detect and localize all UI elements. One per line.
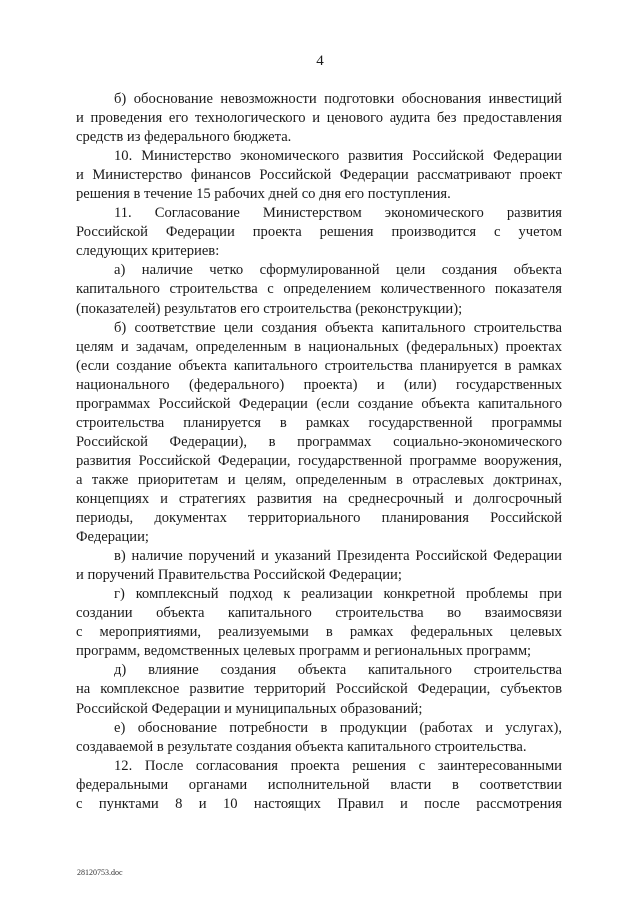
text-line: е) обоснование потребности в продукции (работах и услугах), — [114, 719, 562, 736]
paragraph — [76, 90, 562, 147]
text-line: федеральными органами исполнительной власти в соответствии — [76, 776, 562, 793]
paragraph — [76, 204, 562, 261]
text-line: Федерации; — [76, 529, 149, 546]
text-line: г) комплексный подход к реализации конкретной проблемы при — [114, 586, 562, 603]
text-line: с пунктами 8 и 10 настоящих Правил и после рассмотрения — [76, 795, 562, 812]
text-line: периоды, документах территориального планирования Российской — [76, 510, 562, 527]
text-line: и Министерство финансов Российской Федерации рассматривают проект — [76, 167, 562, 184]
text-line: (если создание объекта капитального строительства планируется в рамках — [76, 357, 562, 374]
text-line: а) наличие четко сформулированной цели создания объекта — [114, 262, 562, 279]
paragraph — [76, 661, 562, 718]
paragraph — [76, 757, 562, 814]
text-line: средств из федерального бюджета. — [76, 129, 292, 146]
text-line: национального (федерального) проекта) и (или) государственных — [76, 376, 562, 393]
text-line: Российской Федерации и муниципальных образований; — [76, 700, 423, 717]
text-line: д) влияние создания объекта капитального строительства — [114, 662, 562, 679]
text-line: б) соответствие цели создания объекта капитального строительства — [114, 319, 562, 336]
text-line: целям и задачам, определенным в национальных (федеральных) проектах — [76, 338, 562, 355]
document-code: 28120753.doc — [77, 868, 123, 877]
text-line: создаваемой в результате создания объекта капитального строительства. — [76, 738, 527, 755]
text-line: с мероприятиями, реализуемыми в рамках федеральных целевых — [76, 624, 562, 641]
paragraph — [76, 261, 562, 318]
text-line: концепциях и стратегиях развития на среднесрочный и долгосрочный — [76, 490, 562, 507]
page-number: 4 — [316, 53, 324, 69]
text-line: следующих критериев: — [76, 243, 220, 260]
text-line: программ, ведомственных целевых программ и региональных программ; — [76, 643, 532, 660]
paragraph — [76, 319, 562, 548]
text-line: Российской Федерации), в программах социально-экономического — [76, 433, 562, 450]
paragraph — [76, 547, 562, 585]
text-line: и проведения его технологического и ценового аудита без предоставления — [76, 110, 562, 127]
paragraph — [76, 147, 562, 204]
text-line: создании объекта капитального строительства во взаимосвязи — [76, 605, 562, 622]
text-line: в) наличие поручений и указаний Президента Российской Федерации — [114, 548, 562, 565]
text-line: б) обоснование невозможности подготовки обоснования инвестиций — [114, 91, 562, 107]
paragraph — [76, 719, 562, 757]
text-line: капитального строительства с определением количественного показателя — [76, 281, 562, 298]
paragraph — [76, 585, 562, 661]
text-line: и поручений Правительства Российской Федерации; — [76, 567, 402, 584]
text-line: программах Российской Федерации (если создание объекта капитального — [76, 395, 562, 412]
text-line: (показателей) результатов его строительства (реконструкции); — [76, 300, 463, 317]
text-line: на комплексное развитие территорий Российской Федерации, субъектов — [76, 681, 562, 698]
text-line: решения в течение 15 рабочих дней со дня его поступления. — [76, 186, 451, 203]
text-line: 10. Министерство экономического развития Российской Федерации — [114, 148, 562, 165]
text-line: 12. После согласования проекта решения с заинтересованными — [114, 757, 562, 774]
text-line: развития Российской Федерации, государственной программе вооружения, — [76, 452, 562, 469]
text-line: Российской Федерации проекта решения производится с учетом — [76, 224, 562, 241]
text-line: а также приоритетам и целям, определенным в отраслевых доктринах, — [76, 471, 562, 488]
text-line: строительства планируется в рамках государственной программы — [76, 414, 562, 431]
text-line: 11. Согласование Министерством экономического развития — [114, 205, 562, 222]
document-body — [76, 90, 562, 814]
